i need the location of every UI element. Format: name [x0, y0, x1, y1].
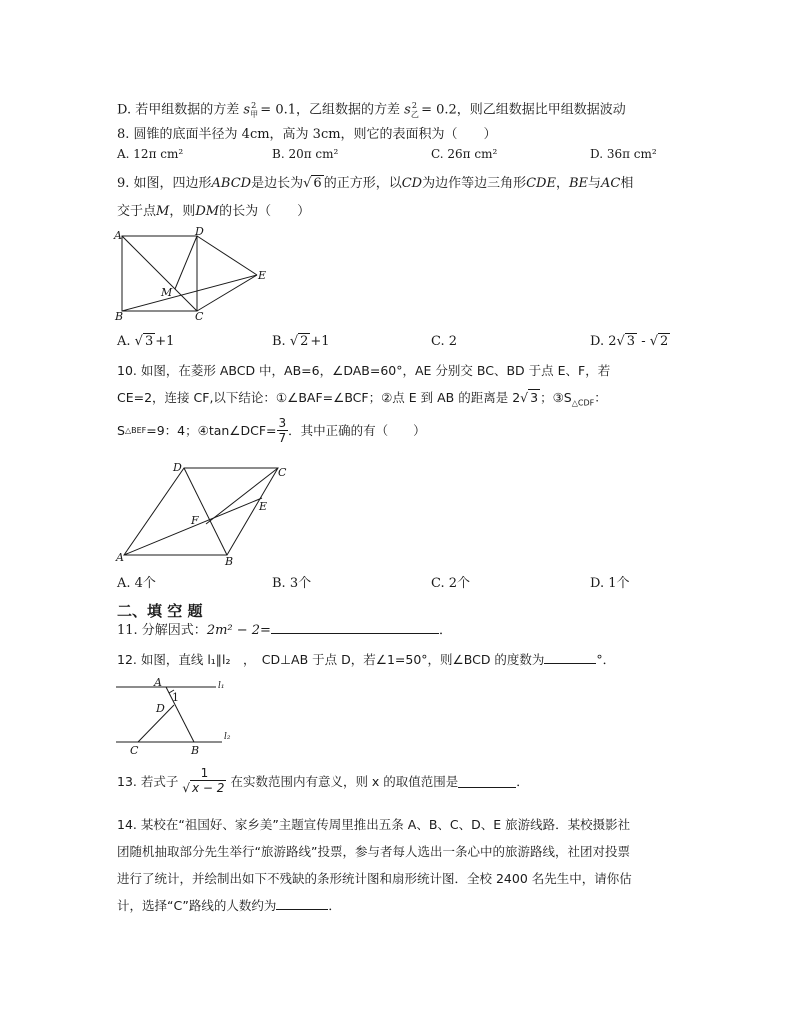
- q9-option-a: [117, 333, 174, 351]
- stem-text: ．: [516, 773, 529, 789]
- prev-question-option-d: [117, 97, 626, 124]
- q8-option-d: D. 36π cm²: [590, 147, 657, 161]
- label-a: A: [116, 551, 124, 564]
- diagonal-ac: [122, 236, 197, 311]
- sqrt-symbol: √: [289, 334, 299, 349]
- label-m: M: [161, 286, 173, 299]
- q8-option-b: B. 20π cm²: [272, 147, 339, 161]
- stem-text: =9：4；④tan∠DCF=: [146, 422, 277, 438]
- variance-value: = 0.1: [260, 102, 296, 118]
- label-f: F: [191, 514, 199, 527]
- area-subscript: △CDF: [571, 398, 595, 408]
- question-14-line2: 团随机抽取部分先生举行“旅游路线”投票，参与者每人选出一条心中的旅游路线，社团对投票: [117, 844, 630, 859]
- variance-symbol: s: [404, 102, 411, 118]
- stem-text: 交于点: [117, 204, 157, 219]
- radicand: 6: [313, 176, 322, 191]
- diagonal-bd: [184, 468, 227, 555]
- stem-text: 为边作等边三角形: [422, 176, 527, 191]
- q10-rhombus-diagram: [112, 458, 297, 570]
- q9-square-diagram: [112, 226, 272, 324]
- q12-parallel-lines-diagram: [112, 672, 247, 760]
- q9-option-d: [590, 333, 670, 351]
- option-text: -: [637, 334, 650, 349]
- q9-option-b: [272, 333, 330, 351]
- stem-text: 9. 如图，四边形: [117, 176, 212, 191]
- segment-ce: [197, 275, 257, 311]
- stem-var: CD: [401, 176, 423, 191]
- question-13: [117, 766, 529, 795]
- variance-superscript: 2: [251, 101, 257, 110]
- option-text: +1: [310, 334, 330, 349]
- label-d: D: [195, 226, 204, 238]
- fraction-denominator: [180, 781, 228, 795]
- angle-1-label: 1: [172, 691, 179, 704]
- stem-text: ；③S: [540, 390, 572, 405]
- answer-blank[interactable]: [276, 908, 328, 910]
- stem-text: 13. 若式子: [117, 773, 179, 789]
- segment-ab: [166, 687, 194, 742]
- q9-option-c: C. 2: [431, 334, 458, 349]
- label-c: C: [195, 310, 204, 323]
- stem-text: 11. 分解因式：: [117, 623, 207, 638]
- stem-text: ，则: [169, 204, 196, 219]
- rhombus-abcd: [124, 468, 278, 555]
- label-d: D: [156, 702, 165, 715]
- section-title: 二、填 空 题: [117, 602, 203, 620]
- label-d: D: [173, 461, 182, 474]
- option-label: D. 2: [590, 334, 617, 349]
- fraction-numerator: 1: [200, 766, 209, 780]
- fraction: [180, 766, 228, 795]
- answer-blank[interactable]: [458, 786, 516, 788]
- q8-option-c: C. 26π cm²: [431, 147, 498, 161]
- stem-text: 是边长为: [251, 176, 304, 191]
- sqrt-symbol: √: [520, 390, 529, 405]
- radicand: 3: [144, 334, 154, 349]
- variance-superscript: 2: [411, 101, 417, 110]
- label-b: B: [115, 310, 124, 323]
- question-14-line3: 进行了统计，并绘制出如下不残缺的条形统计图和扇形统计图．全校 2400 名先生中，请你估: [117, 871, 632, 886]
- question-9-stem-line1: [117, 175, 633, 193]
- sqrt-symbol: √: [616, 334, 625, 349]
- stem-text: 计，选择“C”路线的人数约为: [117, 898, 277, 913]
- option-text: ，则乙组数据比甲组数据波动: [456, 102, 626, 118]
- stem-var: M: [156, 204, 170, 219]
- radicand: x − 2: [192, 781, 225, 795]
- question-10-stem-line2: [117, 389, 607, 413]
- segment-be: [122, 275, 257, 311]
- stem-text: CE=2，连接 CF,以下结论：①∠BAF=∠BCF；②点 E 到 AB 的距离是 2: [117, 390, 521, 405]
- label-c: C: [278, 466, 287, 479]
- option-label: A.: [117, 334, 131, 349]
- fraction: [277, 416, 289, 445]
- option-text: 若甲组数据的方差: [135, 102, 240, 118]
- stem-text: ：: [594, 390, 607, 405]
- expression: 2m² − 2=: [206, 623, 271, 638]
- q8-option-a: A. 12π cm²: [117, 147, 184, 161]
- label-l1: l₁: [218, 681, 225, 691]
- label-l2: l₂: [224, 732, 231, 742]
- radicand: 2: [660, 334, 669, 349]
- variance-subscript: 乙: [410, 109, 419, 119]
- stem-text: 12. 如图，直线 l₁∥l₂ ， CD⊥AB 于点 D，若∠1=50°，则∠BCD 的度数为: [117, 652, 545, 667]
- segment-de: [197, 236, 257, 275]
- sqrt-symbol: √: [134, 334, 143, 349]
- segment-dm: [175, 236, 197, 289]
- question-11: [117, 622, 452, 640]
- sqrt-symbol: √: [649, 334, 659, 349]
- variance-subscript: 甲: [250, 109, 259, 119]
- q10-option-b: B. 3个: [272, 576, 312, 591]
- stem-text: 在实数范围内有意义，则 x 的取值范围是: [230, 773, 459, 789]
- stem-var: BE: [568, 176, 589, 191]
- question-10-stem-line1: 10. 如图，在菱形 ABCD 中，AB=6，∠DAB=60°，AE 分别交 BC、BD 于点 E、F，若: [117, 363, 611, 378]
- fraction-denominator: 7: [278, 431, 287, 445]
- stem-text: ，: [555, 176, 569, 191]
- stem-var: CDE: [526, 176, 556, 191]
- stem-text: 相: [620, 176, 634, 191]
- option-label: B.: [272, 334, 286, 349]
- question-12: [117, 651, 615, 669]
- question-14-line1: 14. 某校在“祖国好、家乡美”主题宣传周里推出五条 A、B、C、D、E 旅游线路．某校摄影社: [117, 817, 631, 832]
- fraction-numerator: 3: [278, 416, 287, 430]
- label-a: A: [154, 676, 162, 689]
- q10-option-c: C. 2个: [431, 576, 471, 591]
- option-label: D.: [117, 102, 132, 118]
- radicand: 3: [626, 334, 636, 349]
- stem-text: °．: [596, 652, 616, 667]
- answer-blank[interactable]: [544, 662, 596, 664]
- label-e: E: [259, 500, 268, 513]
- stem-text: ．: [438, 623, 452, 638]
- variance-symbol: s: [243, 102, 251, 118]
- question-8-stem: 8. 圆锥的底面半径为 4cm，高为 3cm，则它的表面积为（ ）: [117, 127, 497, 142]
- area-subscript: △BEF: [124, 425, 147, 435]
- question-9-stem-line2: [117, 203, 310, 221]
- stem-text: 的正方形，以: [323, 176, 402, 191]
- stem-text: 的长为（ ）: [219, 204, 311, 219]
- label-c: C: [130, 744, 139, 757]
- stem-text: ．: [328, 898, 341, 913]
- radicand: 3: [530, 390, 539, 405]
- label-e: E: [258, 269, 267, 282]
- option-text: +1: [155, 334, 175, 349]
- stem-var: AC: [601, 176, 621, 191]
- label-a: A: [114, 229, 122, 242]
- sqrt-symbol: √: [182, 781, 191, 795]
- q10-option-a: A. 4个: [117, 576, 156, 591]
- option-text: ，乙组数据的方差: [296, 102, 401, 118]
- label-b: B: [191, 744, 200, 757]
- stem-var: DM: [195, 204, 220, 219]
- q10-option-d: D. 1个: [590, 576, 630, 591]
- question-10-stem-line3: [117, 416, 426, 445]
- radicand: 2: [300, 334, 309, 349]
- stem-text: ．其中正确的有（ ）: [288, 422, 426, 438]
- sqrt-symbol: √: [303, 176, 312, 191]
- variance-value: = 0.2: [421, 102, 457, 118]
- label-b: B: [225, 555, 234, 568]
- answer-blank[interactable]: [271, 632, 439, 634]
- stem-text: 与: [588, 176, 602, 191]
- stem-text: S: [117, 422, 125, 438]
- stem-var: ABCD: [211, 176, 252, 191]
- segment-cf: [206, 468, 278, 524]
- question-14-line4: [117, 897, 341, 915]
